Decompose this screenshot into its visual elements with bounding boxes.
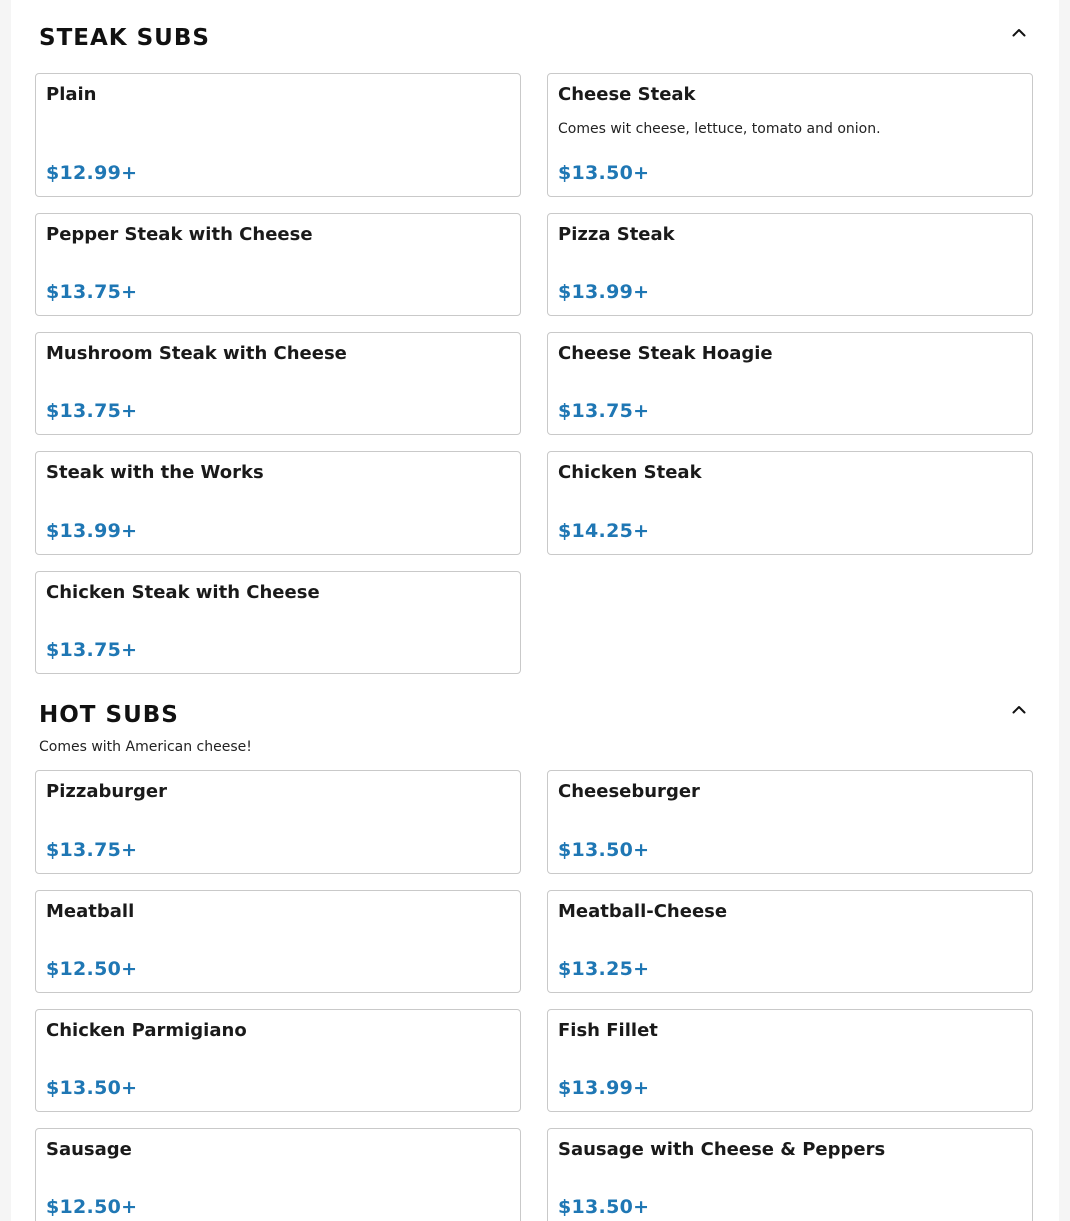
menu-item-card[interactable] xyxy=(547,770,1033,874)
item-name: Sausage xyxy=(46,1139,132,1160)
item-name: Pizzaburger xyxy=(46,781,168,802)
menu-item-card[interactable] xyxy=(547,73,1033,197)
item-price: $13.75+ xyxy=(46,839,138,861)
menu-item-card[interactable] xyxy=(35,451,521,555)
item-name: Cheese Steak xyxy=(558,84,696,105)
item-price: $13.99+ xyxy=(558,1077,650,1099)
section-description: Comes with American cheese! xyxy=(39,739,252,755)
menu-item-card[interactable] xyxy=(35,332,521,435)
item-name: Plain xyxy=(46,84,97,105)
item-price: $13.50+ xyxy=(46,1077,138,1099)
section-header xyxy=(39,23,1031,63)
item-name: Pepper Steak with Cheese xyxy=(46,224,313,245)
item-price: $13.75+ xyxy=(46,400,138,422)
item-name: Sausage with Cheese & Peppers xyxy=(558,1139,886,1160)
menu-item-card[interactable] xyxy=(547,332,1033,435)
collapse-section-button[interactable] xyxy=(1007,698,1031,722)
menu-items-grid xyxy=(35,770,1034,1221)
item-name: Cheese Steak Hoagie xyxy=(558,343,773,364)
menu-item-card[interactable] xyxy=(547,451,1033,555)
item-price: $12.50+ xyxy=(46,1196,138,1218)
item-name: Chicken Parmigiano xyxy=(46,1020,247,1041)
item-name: Fish Fillet xyxy=(558,1020,658,1041)
item-price: $12.99+ xyxy=(46,162,138,184)
collapse-section-button[interactable] xyxy=(1007,21,1031,45)
item-name: Mushroom Steak with Cheese xyxy=(46,343,347,364)
item-price: $13.99+ xyxy=(558,281,650,303)
menu-item-card[interactable] xyxy=(35,890,521,993)
item-name: Steak with the Works xyxy=(46,462,264,483)
item-price: $13.75+ xyxy=(46,281,138,303)
menu-item-card[interactable] xyxy=(547,1128,1033,1221)
menu-item-card[interactable] xyxy=(35,213,521,316)
menu-item-card[interactable] xyxy=(547,1009,1033,1112)
section-steak-subs xyxy=(11,23,1059,675)
item-price: $13.75+ xyxy=(46,639,138,661)
chevron-up-icon xyxy=(1007,21,1031,45)
item-name: Meatball-Cheese xyxy=(558,901,728,922)
item-price: $13.99+ xyxy=(46,520,138,542)
item-price: $13.50+ xyxy=(558,162,650,184)
menu-item-card[interactable] xyxy=(35,770,521,874)
section-header xyxy=(39,700,1031,740)
section-hot-subs xyxy=(11,700,1059,1221)
item-price: $13.50+ xyxy=(558,839,650,861)
menu-item-card[interactable] xyxy=(35,1009,521,1112)
item-name: Chicken Steak with Cheese xyxy=(46,582,320,603)
item-price: $14.25+ xyxy=(558,520,650,542)
menu-item-card[interactable] xyxy=(35,571,521,674)
menu-item-card[interactable] xyxy=(547,213,1033,316)
item-price: $13.25+ xyxy=(558,958,650,980)
item-name: Pizza Steak xyxy=(558,224,675,245)
section-title: HOT SUBS xyxy=(39,702,179,728)
item-price: $12.50+ xyxy=(46,958,138,980)
item-price: $13.50+ xyxy=(558,1196,650,1218)
item-name: Meatball xyxy=(46,901,135,922)
menu-item-card[interactable] xyxy=(547,890,1033,993)
item-name: Chicken Steak xyxy=(558,462,702,483)
menu-page xyxy=(11,0,1059,1221)
menu-items-grid xyxy=(35,73,1034,675)
section-title: STEAK SUBS xyxy=(39,25,210,51)
chevron-up-icon xyxy=(1007,698,1031,722)
item-description: Comes wit cheese, lettuce, tomato and onion. xyxy=(558,121,881,137)
menu-item-card[interactable] xyxy=(35,1128,521,1221)
item-price: $13.75+ xyxy=(558,400,650,422)
menu-item-card[interactable] xyxy=(35,73,521,197)
item-name: Cheeseburger xyxy=(558,781,700,802)
